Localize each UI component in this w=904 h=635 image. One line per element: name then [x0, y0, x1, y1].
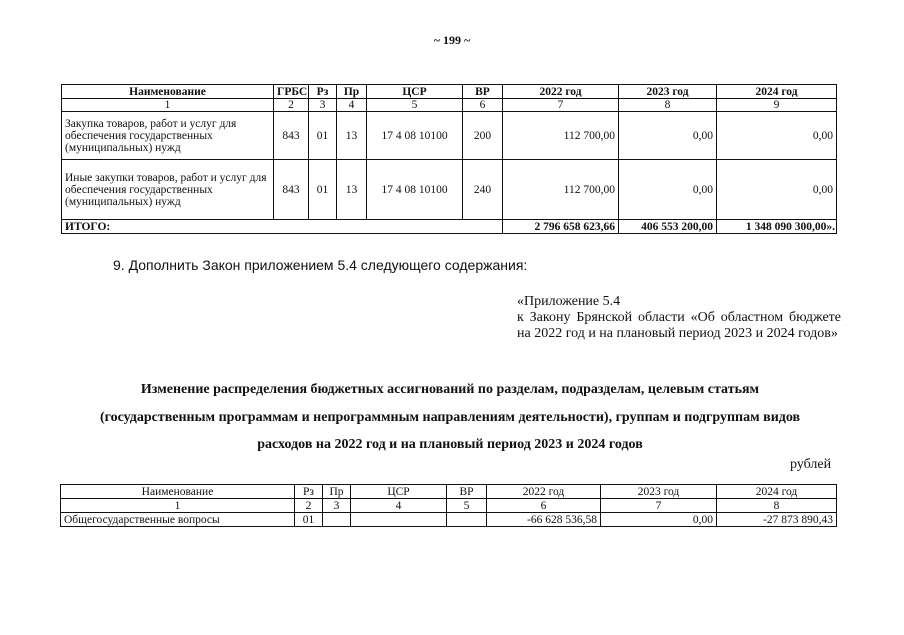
row-vr [447, 513, 487, 527]
index-cell: 1 [61, 499, 295, 513]
row-2024: 0,00 [717, 160, 837, 220]
row-grbs: 843 [274, 160, 309, 220]
row-2022: -66 628 536,58 [487, 513, 601, 527]
row-csr [351, 513, 447, 527]
table-header-row [62, 85, 837, 99]
section-heading-line-1: Изменение распределения бюджетных ассигнований по разделам, подразделам, целевым статьям [140, 382, 760, 397]
index-cell: 8 [619, 99, 717, 112]
row-2024: -27 873 890,43 [717, 513, 837, 527]
total-2023: 406 553 200,00 [619, 220, 717, 234]
row-name: Иные закупки товаров, работ и услуг для обеспечения государственных (муниципальных) нужд [62, 160, 274, 220]
index-cell: 4 [351, 499, 447, 513]
table-index-row [61, 499, 837, 513]
row-2022: 112 700,00 [503, 160, 619, 220]
table-row [61, 513, 837, 527]
units-label: рублей [790, 457, 832, 472]
paragraph-9: 9. Дополнить Закон приложением 5.4 следующего содержания: [113, 257, 528, 273]
table-row [62, 112, 837, 160]
row-vr: 240 [463, 160, 503, 220]
row-2023: 0,00 [601, 513, 717, 527]
row-pr [323, 513, 351, 527]
table-header-row [61, 485, 837, 499]
header-2022: 2022 год [503, 85, 619, 99]
total-row [62, 220, 837, 234]
header-2022: 2022 год [487, 485, 601, 499]
header-rz: Рз [295, 485, 323, 499]
page-number: ~ 199 ~ [433, 33, 471, 47]
row-grbs: 843 [274, 112, 309, 160]
row-name: Общегосударственные вопросы [61, 513, 295, 527]
header-pr: Пр [323, 485, 351, 499]
index-cell: 5 [447, 499, 487, 513]
total-2022: 2 796 658 623,66 [503, 220, 619, 234]
index-cell: 3 [309, 99, 337, 112]
header-csr: ЦСР [351, 485, 447, 499]
index-cell: 2 [274, 99, 309, 112]
table-row [62, 160, 837, 220]
appendix-title: «Приложение 5.4 [517, 294, 621, 309]
total-2024: 1 348 090 300,00». [717, 220, 837, 234]
header-vr: ВР [447, 485, 487, 499]
row-csr: 17 4 08 10100 [367, 112, 463, 160]
total-label: ИТОГО: [62, 220, 503, 234]
index-cell: 6 [463, 99, 503, 112]
row-vr: 200 [463, 112, 503, 160]
index-cell: 7 [503, 99, 619, 112]
index-cell: 1 [62, 99, 274, 112]
section-heading-line-3: расходов на 2022 год и на плановый период 2023 и 2024 годов [257, 437, 643, 452]
row-pr: 13 [337, 112, 367, 160]
header-vr: ВР [463, 85, 503, 99]
row-rz: 01 [309, 112, 337, 160]
row-2023: 0,00 [619, 160, 717, 220]
index-cell: 4 [337, 99, 367, 112]
index-cell: 5 [367, 99, 463, 112]
header-2024: 2024 год [717, 485, 837, 499]
row-rz: 01 [309, 160, 337, 220]
index-cell: 7 [601, 499, 717, 513]
header-rz: Рз [309, 85, 337, 99]
appendix-reference [517, 294, 841, 342]
row-pr: 13 [337, 160, 367, 220]
header-2023: 2023 год [601, 485, 717, 499]
index-cell: 3 [323, 499, 351, 513]
header-grbs: ГРБС [274, 85, 309, 99]
header-pr: Пр [337, 85, 367, 99]
row-name: Закупка товаров, работ и услуг для обеспечения государственных (муниципальных) нужд [62, 112, 274, 160]
header-name: Наименование [62, 85, 274, 99]
budget-table-top [61, 84, 837, 234]
budget-table-bottom [60, 484, 837, 527]
index-cell: 2 [295, 499, 323, 513]
header-csr: ЦСР [367, 85, 463, 99]
row-csr: 17 4 08 10100 [367, 160, 463, 220]
appendix-law-reference: к Закону Брянской области «Об областном бюджете на 2022 год и на плановый период 2023 и 2024 годов» [517, 310, 841, 341]
row-rz: 01 [295, 513, 323, 527]
header-name: Наименование [61, 485, 295, 499]
row-2022: 112 700,00 [503, 112, 619, 160]
row-2024: 0,00 [717, 112, 837, 160]
index-cell: 8 [717, 499, 837, 513]
index-cell: 6 [487, 499, 601, 513]
section-heading-line-2: (государственным программам и непрограммным направлениям деятельности), группам и подгруппам видов [99, 410, 801, 425]
header-2023: 2023 год [619, 85, 717, 99]
header-2024: 2024 год [717, 85, 837, 99]
table-index-row [62, 99, 837, 112]
index-cell: 9 [717, 99, 837, 112]
row-2023: 0,00 [619, 112, 717, 160]
